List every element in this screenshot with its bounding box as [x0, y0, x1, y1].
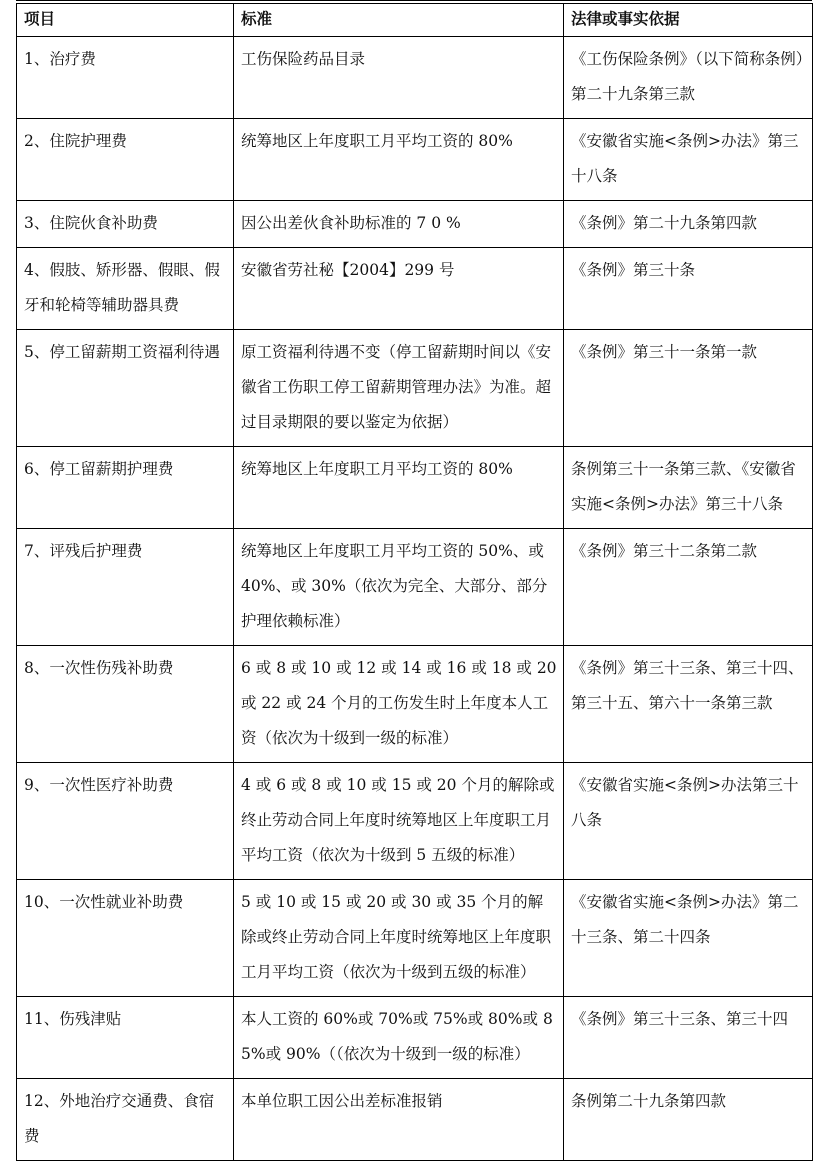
compensation-table	[16, 3, 813, 1161]
cell-standard: 4 或 6 或 8 或 10 或 15 或 20 个月的解除或终止劳动合同上年度时统筹地区上年度职工月平均工资（依次为十级到 5 五级的标准）	[234, 763, 564, 880]
cell-item: 3、住院伙食补助费	[17, 201, 234, 248]
header-standard: 标准	[234, 4, 564, 37]
cell-item: 2、住院护理费	[17, 119, 234, 201]
cell-item: 12、外地治疗交通费、食宿费	[17, 1079, 234, 1161]
cell-standard: 安徽省劳社秘【2004】299 号	[234, 248, 564, 330]
top-rule	[16, 0, 812, 1]
cell-basis: 《条例》第三十二条第二款	[564, 529, 813, 646]
table-row	[17, 997, 813, 1079]
cell-basis: 《安徽省实施<条例>办法第三十八条	[564, 763, 813, 880]
table-row	[17, 1079, 813, 1161]
cell-standard: 本人工资的 60%或 70%或 75%或 80%或 85%或 90%（（依次为十级到一级的标准）	[234, 997, 564, 1079]
cell-basis: 《安徽省实施<条例>办法》第二十三条、第二十四条	[564, 880, 813, 997]
cell-standard: 工伤保险药品目录	[234, 37, 564, 119]
table-row	[17, 330, 813, 447]
cell-basis: 《条例》第三十三条、第三十四	[564, 997, 813, 1079]
cell-standard: 统筹地区上年度职工月平均工资的 50%、或 40%、或 30%（依次为完全、大部分、部分护理依赖标准）	[234, 529, 564, 646]
cell-standard: 本单位职工因公出差标准报销	[234, 1079, 564, 1161]
cell-item: 8、一次性伤残补助费	[17, 646, 234, 763]
cell-standard: 原工资福利待遇不变（停工留薪期时间以《安徽省工伤职工停工留薪期管理办法》为准。超过目录期限的要以鉴定为依据）	[234, 330, 564, 447]
cell-basis: 《条例》第三十三条、第三十四、第三十五、第六十一条第三款	[564, 646, 813, 763]
table-row	[17, 529, 813, 646]
cell-standard: 因公出差伙食补助标准的 7 0 %	[234, 201, 564, 248]
cell-basis: 《条例》第三十条	[564, 248, 813, 330]
table-row	[17, 646, 813, 763]
cell-item: 9、一次性医疗补助费	[17, 763, 234, 880]
table-header-row	[17, 4, 813, 37]
cell-basis: 条例第二十九条第四款	[564, 1079, 813, 1161]
table-row	[17, 447, 813, 529]
table-row	[17, 37, 813, 119]
table-row	[17, 201, 813, 248]
cell-item: 6、停工留薪期护理费	[17, 447, 234, 529]
cell-item: 10、一次性就业补助费	[17, 880, 234, 997]
cell-standard: 统筹地区上年度职工月平均工资的 80%	[234, 119, 564, 201]
cell-basis: 《条例》第三十一条第一款	[564, 330, 813, 447]
cell-item: 4、假肢、矫形器、假眼、假牙和轮椅等辅助器具费	[17, 248, 234, 330]
table-row	[17, 248, 813, 330]
table-row	[17, 763, 813, 880]
table-row	[17, 880, 813, 997]
header-basis: 法律或事实依据	[564, 4, 813, 37]
cell-item: 11、伤残津贴	[17, 997, 234, 1079]
cell-item: 5、停工留薪期工资福利待遇	[17, 330, 234, 447]
cell-basis: 《条例》第二十九条第四款	[564, 201, 813, 248]
cell-item: 7、评残后护理费	[17, 529, 234, 646]
cell-basis: 《安徽省实施<条例>办法》第三十八条	[564, 119, 813, 201]
cell-basis: 条例第三十一条第三款、《安徽省实施<条例>办法》第三十八条	[564, 447, 813, 529]
cell-item: 1、治疗费	[17, 37, 234, 119]
table-row	[17, 119, 813, 201]
cell-basis: 《工伤保险条例》（以下简称条例）第二十九条第三款	[564, 37, 813, 119]
cell-standard: 5 或 10 或 15 或 20 或 30 或 35 个月的解除或终止劳动合同上年度时统筹地区上年度职工月平均工资（依次为十级到五级的标准）	[234, 880, 564, 997]
cell-standard: 统筹地区上年度职工月平均工资的 80%	[234, 447, 564, 529]
cell-standard: 6 或 8 或 10 或 12 或 14 或 16 或 18 或 20 或 22 或 24 个月的工伤发生时上年度本人工资（依次为十级到一级的标准）	[234, 646, 564, 763]
header-item: 项目	[17, 4, 234, 37]
